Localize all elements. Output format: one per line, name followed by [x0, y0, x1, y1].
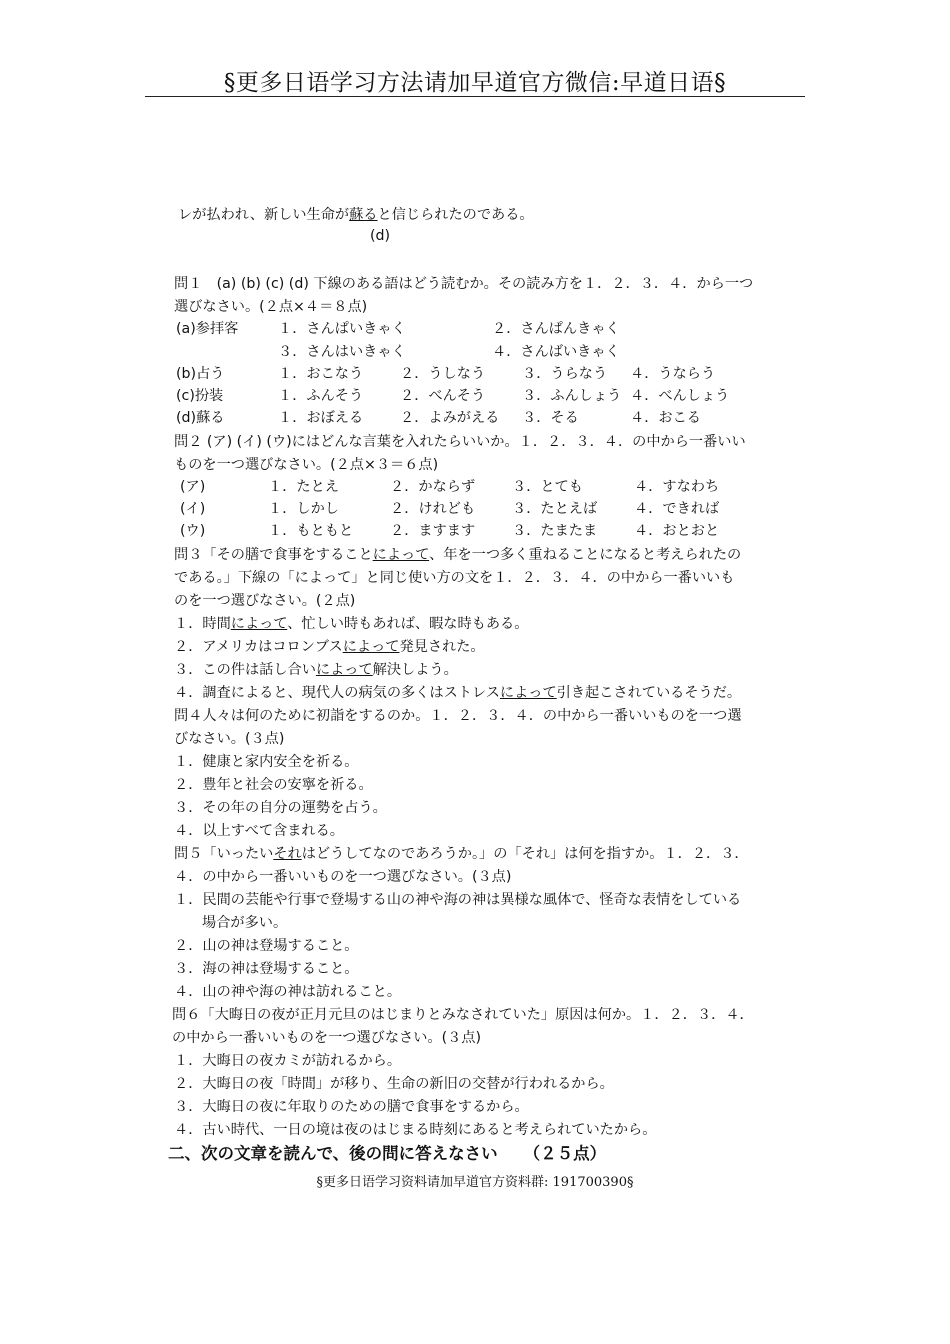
q1-b-option-3: ３．うらなう	[522, 366, 608, 382]
q2-item-u-label: (ウ)	[180, 523, 206, 539]
q2-item-a-label: (ア)	[180, 479, 206, 495]
q2-i-option-1: １．しかし	[268, 501, 339, 517]
q3-heading-underlined: によって	[372, 547, 430, 563]
q1-a-option-3: ３．さんはいきゃく	[278, 344, 406, 360]
q3-heading-post: 、年を一つ多く重ねることになると考えられたの	[429, 547, 742, 563]
q2-u-option-1: １．もともと	[268, 523, 354, 539]
intro-pre: レが払われ、新しい生命が	[178, 207, 350, 223]
q4-option-4: ４．以上すべて含まれる。	[174, 823, 344, 839]
q3-o3-pre: ３．この件は話し合い	[174, 662, 316, 678]
q5-option-2: ２．山の神は登場すること。	[174, 938, 359, 954]
intro-underlined: 蘇る	[349, 207, 378, 223]
intro-line	[178, 204, 534, 224]
q3-o1-post: 、忙しい時もあれば、暇な時もある。	[287, 616, 529, 632]
q2-item-i-label: (イ)	[180, 501, 206, 517]
q3-heading-3: のを一つ選びなさい。(２点)	[174, 593, 356, 609]
q4-option-3: ３．その年の自分の運勢を占う。	[174, 800, 387, 816]
q3-o1-underlined: によって	[230, 616, 288, 632]
q4-heading: 問４人々は何のために初詣をするのか。１．２．３．４．の中から一番いいものを一つ選	[174, 708, 742, 724]
q3-heading	[174, 544, 741, 564]
q2-heading: 問２ (ア) (イ) (ウ)にはどんな言葉を入れたらいいか。１．２．３．４．の中から一番いい	[174, 434, 746, 450]
section-2-title	[168, 1140, 606, 1164]
q6-option-4: ４．古い時代、一日の境は夜のはじまる時刻にあると考えられていたから。	[174, 1122, 657, 1138]
q4-option-1: １．健康と家内安全を祈る。	[174, 754, 359, 770]
q2-i-option-4: ４．できれば	[634, 501, 720, 517]
q3-o3-post: 解決しよう。	[372, 662, 458, 678]
q1-c-option-1: １．ふんそう	[278, 388, 364, 404]
q6-heading: 問６「大晦日の夜が正月元旦のはじまりとみなされていた」原因は何か。１．２．３．４．	[172, 1007, 754, 1023]
q3-option-3	[174, 659, 458, 679]
q2-i-option-3: ３．たとえば	[512, 501, 598, 517]
q1-item-d-label: (d)蘇る	[176, 410, 225, 426]
q1-item-b-label: (b)占う	[176, 366, 225, 382]
q3-heading-2: である。」下線の「によって」と同じ使い方の文を１．２．３．４．の中から一番いいも	[174, 570, 735, 586]
intro-post: と信じられたのである。	[377, 207, 534, 223]
q1-c-option-4: ４．べんしょう	[630, 388, 730, 404]
section-2-title-text: 二、次の文章を読んで、後の問に答えなさい	[168, 1144, 498, 1163]
header-divider	[145, 96, 805, 97]
q5-option-3: ３．海の神は登場すること。	[174, 961, 359, 977]
q3-o4-pre: ４．調査によると、現代人の病気の多くはストレス	[174, 685, 500, 701]
q3-o2-underlined: によって	[342, 639, 400, 655]
q2-heading-2: ものを一つ選びなさい。(２点×３＝６点)	[174, 457, 439, 473]
q5-option-4: ４．山の神や海の神は訪れること。	[174, 984, 402, 1000]
q2-a-option-4: ４．すなわち	[634, 479, 720, 495]
q1-d-option-1: １．おぼえる	[278, 410, 364, 426]
q1-b-option-4: ４．うならう	[630, 366, 716, 382]
q3-option-4	[174, 682, 741, 702]
q1-c-option-3: ３．ふんしょう	[522, 388, 622, 404]
q6-option-3: ３．大晦日の夜に年取りのための膳で食事をするから。	[174, 1099, 529, 1115]
q1-heading: 問１ (a) (b) (c) (d) 下線のある語はどう読むか。その読み方を１．２．３．４．から一つ	[174, 276, 754, 292]
q3-o4-underlined: によって	[499, 685, 557, 701]
q2-u-option-2: ２．ますます	[390, 523, 476, 539]
q4-heading-2: びなさい。(３点)	[174, 731, 285, 747]
q1-d-option-3: ３．そる	[522, 410, 579, 426]
q5-option-1-cont: 場合が多い。	[202, 915, 288, 931]
q1-d-option-2: ２．よみがえる	[400, 410, 500, 426]
q2-a-option-3: ３．とても	[512, 479, 583, 495]
q1-heading-2: 選びなさい。(２点×４＝８点)	[174, 299, 368, 315]
q2-u-option-3: ３．たまたま	[512, 523, 598, 539]
q5-heading-2: ４．の中から一番いいものを一つ選びなさい。(３点)	[174, 869, 512, 885]
q2-u-option-4: ４．おとおと	[634, 523, 720, 539]
q3-o4-post: 引き起こされているそうだ。	[556, 685, 742, 701]
q3-o3-underlined: によって	[315, 662, 373, 678]
q2-a-option-1: １．たとえ	[268, 479, 339, 495]
q2-i-option-2: ２．けれども	[390, 501, 476, 517]
q3-option-1	[174, 613, 528, 633]
q3-option-2	[174, 636, 485, 656]
q1-item-a-label: (a)参拝客	[176, 321, 239, 337]
q1-b-option-1: １．おこなう	[278, 366, 364, 382]
q6-option-1: １．大晦日の夜カミが訪れるから。	[174, 1053, 402, 1069]
section-2-points: （２５点）	[523, 1144, 607, 1163]
q1-d-option-4: ４．おこる	[630, 410, 701, 426]
q1-c-option-2: ２．べんそう	[400, 388, 486, 404]
q5-heading-underlined: それ	[273, 846, 302, 862]
q6-option-2: ２．大晦日の夜「時間」が移り、生命の新旧の交替が行われるから。	[174, 1076, 614, 1092]
q3-o1-pre: １．時間	[174, 616, 231, 632]
page-footer: §更多日语学习资料请加早道官方资料群: 191700390§	[316, 1175, 634, 1190]
q1-a-option-1: １．さんぱいきゃく	[278, 321, 406, 337]
q5-heading	[174, 843, 749, 863]
q3-heading-pre: 問３「その膳で食事をすること	[174, 547, 373, 563]
page-header: §更多日语学习方法请加早道官方微信:早道日语§	[223, 70, 727, 96]
q4-option-2: ２．豊年と社会の安寧を祈る。	[174, 777, 373, 793]
q5-option-1: １．民間の芸能や行事で登場する山の神や海の神は異様な風体で、怪奇な表情をしている	[174, 892, 742, 908]
intro-mark: (d)	[370, 228, 391, 244]
q5-heading-pre: 問５「いったい	[174, 846, 274, 862]
q2-a-option-2: ２．かならず	[390, 479, 476, 495]
q6-heading-2: の中から一番いいものを一つ選びなさい。(３点)	[172, 1030, 482, 1046]
q1-item-c-label: (c)扮装	[176, 388, 224, 404]
q1-b-option-2: ２．うしなう	[400, 366, 486, 382]
q5-heading-post: はどうしてなのであろうか。」の「それ」は何を指すか。１．２．３．	[301, 846, 749, 862]
q3-o2-post: 発見された。	[399, 639, 485, 655]
q3-o2-pre: ２．アメリカはコロンブス	[174, 639, 343, 655]
q1-a-option-4: ４．さんばいきゃく	[492, 344, 620, 360]
q1-a-option-2: ２．さんぱんきゃく	[492, 321, 620, 337]
